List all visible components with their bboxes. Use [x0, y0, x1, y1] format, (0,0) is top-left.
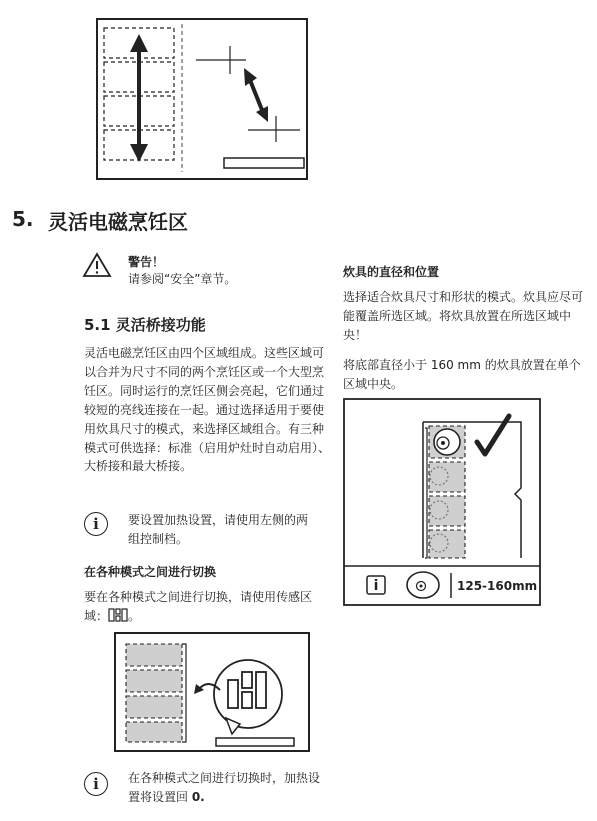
info-icon: i: [84, 512, 108, 536]
cookware-paragraph-2: 将底部直径小于 160 mm 的炊具放置在单个区域中央。: [343, 358, 581, 391]
zone-diagram-switch: [114, 632, 310, 752]
section-number: 5.: [12, 207, 34, 231]
switch-text: 要在各种模式之间进行切换，请使用传感区域：: [84, 590, 313, 623]
intro-paragraph: 灵活电磁烹饪区由四个区域组成。这些区域可以合并为尺寸不同的两个烹饪区或一个大型烹饪区。同时运行的烹饪区侧会亮起，它们通过较短的亮线连接在一起。通过选择适用于要使用炊具尺寸的模式，来选择区域组合。有三种模式可供选择：标准（启用炉灶时自动启用）、大桥接和最大桥接。: [84, 346, 331, 474]
zone-diagram-top: [96, 18, 308, 180]
diameter-label: 125-160mm: [457, 579, 538, 593]
cookware-paragraph-1: 选择适合炊具尺寸和形状的模式。炊具应尽可能覆盖所选区域。将炊具放置在所选区域中央！: [343, 290, 584, 342]
info-square-glyph: i: [373, 578, 379, 594]
subsection-title: 5.1 灵活桥接功能: [84, 316, 206, 334]
section-title: 灵活电磁烹饪区: [48, 210, 188, 234]
cookware-heading: 炊具的直径和位置: [343, 265, 440, 279]
info-note-controls: 要设置加热设置，请使用左侧的两组控制档。: [128, 513, 309, 546]
cookware-diagram: [343, 398, 541, 606]
switch-info-note: [128, 769, 328, 807]
switch-info-bold: 0.: [191, 789, 205, 804]
warning-text: 请参阅“安全”章节。: [128, 272, 237, 286]
switch-paragraph: 要在各种模式之间进行切换，请使用传感区域： 。: [84, 590, 313, 623]
pot-icon: [407, 572, 439, 598]
sensor-field-icon: [108, 608, 128, 622]
switch-info-text: 在各种模式之间进行切换时，加热设置将设置回: [128, 771, 321, 804]
info-icon-2: i: [84, 772, 108, 796]
switch-heading: 在各种模式之间进行切换: [84, 565, 217, 579]
warning-title: 警告！: [128, 255, 165, 269]
warning-triangle-icon: [82, 252, 112, 278]
